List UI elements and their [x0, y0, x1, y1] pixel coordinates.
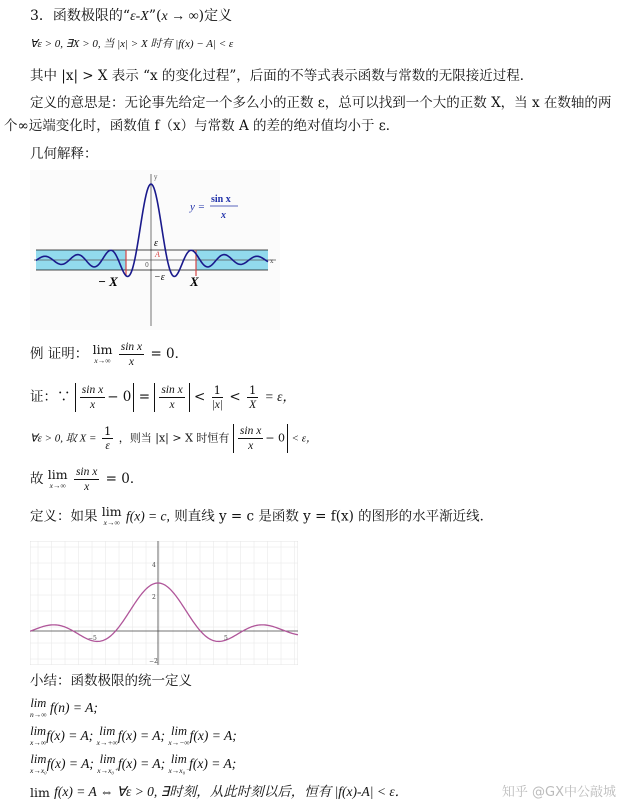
proof-line-1: 证：∵ $\frac{\text{sin x}}{x}$ − 0 = $\frac{\text{sin x}}{x}$ < $\frac{1}{|x|}$ < $\frac{1}{X}$ = ε，: [30, 383, 296, 411]
example-statement: [30, 340, 188, 369]
proof-conclusion: 故 lim x→∞ $\frac{\text{sin x}}{x}$ = 0．: [30, 466, 144, 493]
proof-abs-1: $\frac{\text{sin x}}{x}$ − 0: [75, 383, 135, 412]
section-title-eps: ε-X: [130, 9, 149, 24]
example-result: = 0．: [150, 346, 189, 362]
summary-title: 小结：函数极限的统一定义: [30, 673, 192, 689]
proof-frac-absx: $\frac{1}{|x|}$: [211, 383, 224, 411]
formula-numerator: sin x: [211, 194, 231, 205]
neg-epsilon-label: −ε: [154, 272, 165, 283]
proof-abs-2: $\frac{\text{sin x}}{x}$: [154, 383, 189, 412]
section-title-text-b: ”(: [148, 8, 162, 24]
x-axis-label: x: [270, 258, 274, 265]
figure-sinc-epsilon-band: [30, 170, 280, 330]
summary-line-4: lim f(x) = A ⇔ ∀ε > 0, ∃时刻，从此时刻以后，恒有 |f(x)-A| < ε．: [30, 784, 409, 800]
section-number: 3．: [30, 8, 53, 24]
tick-y-2: 2: [152, 594, 156, 601]
section-title-text-c: )定义: [198, 8, 233, 24]
section-title: [30, 8, 232, 26]
x-label: X: [190, 274, 199, 289]
section-title-text-a: 函数极限的“: [52, 8, 131, 24]
definition-line: ∀ε > 0, ∃X > 0, 当 |x| > X 时有 |f(x) − A| < ε: [30, 38, 234, 50]
proof-frac-X: $\frac{1}{X}$: [248, 383, 257, 411]
tick-y-neg2: −2: [149, 658, 158, 665]
example-lim: lim x→∞: [92, 341, 113, 365]
example-fraction: $\frac{\text{sin x}}{x}$: [120, 341, 143, 368]
neg-x-label: − X: [98, 274, 118, 289]
proof-line-2: ∀ε > 0, 取 X = $\frac{1}{\varepsilon}$ ，则当 |x| > X 时恒有 $\frac{\text{sin x}}{x}$ − 0 < ε，: [30, 424, 318, 452]
asymptote-definition: 定义：如果 lim x→∞ f(x) = c, 则直线 y = c 是函数 y = f(x) 的图形的水平渐近线．: [30, 504, 494, 527]
tick-x-neg5: −5: [88, 635, 97, 642]
epsilon-label: ε: [154, 238, 158, 249]
summary-line-1: lim n→∞ f(n) = A;: [30, 696, 98, 719]
geometric-heading: 几何解释：: [30, 146, 98, 162]
watermark: 知乎 @GX中公敲城: [501, 785, 616, 800]
tick-x-5: 5: [224, 635, 228, 642]
formula-lhs: y =: [190, 201, 206, 213]
summary-line-2: lim x→∞ f(x) = A; lim x→+∞ f(x) = A; lim x→−∞ f(x) = A;: [30, 724, 237, 747]
origin-label: 0: [145, 262, 149, 269]
tick-y-4: 4: [152, 562, 156, 569]
paragraph-explanation-b: 个∞远端变化时，函数值 f（x）与常数 A 的差的绝对值均小于 ε．: [4, 118, 400, 134]
formula-denominator: x: [221, 210, 226, 221]
proof-lead: 证：∵: [30, 389, 71, 405]
summary-line-3: lim x→x₀ f(x) = A; lim x→x₀⁺ f(x) = A; lim x→x₀⁻ f(x) = A;: [30, 752, 237, 775]
section-title-limit: x → ∞: [161, 9, 199, 24]
y-axis-label: y: [154, 174, 158, 181]
paragraph-explanation-a: 定义的意思是：无论事先给定一个多么小的正数 ε，总可以找到一个大的正数 X，当 x 在数轴的两: [30, 95, 612, 111]
paragraph-meaning: 其中 |x| > X 表示 “x 的变化过程”，后面的不等式表示函数与常数的无限接近过程．: [30, 68, 534, 84]
a-label: A: [155, 250, 160, 259]
example-lead: 例 证明：: [30, 346, 89, 362]
figure-asymptote-graph: [30, 541, 298, 665]
